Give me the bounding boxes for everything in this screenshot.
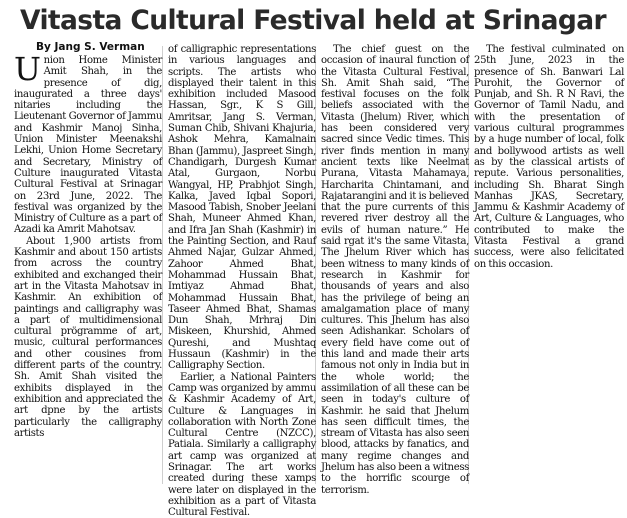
article-column-3: [321, 44, 469, 496]
headline: Vitasta Cultural Festival held at Srinagar: [20, 5, 607, 36]
column-rule: [162, 46, 163, 484]
article-column-1: [14, 50, 163, 439]
article-column-4: [474, 44, 624, 270]
paragraph-2: About 1,900 artists from Kashmir and about 150 artists from across the country exhibited and exchanged their art in the Vitasta Mahotsav in Kashmir. An exhibition of paintings and calligraphy was a part of multidimensional cultural prögramme of art, music, cultural performances and other cousines from different parts of the country. Sh. Amit Shah visited the exhibits displayed in the exhibition and appreciated the art dpne by the artists particularly the calligraphy artists: [14, 235, 162, 439]
drop-cap: U: [14, 50, 41, 88]
article-column-2: [168, 44, 316, 518]
paragraph-3: of calligraphic representations in various languages and scripts. The artists who displayed their talent in this exhibition included Masood Hassan, Sgr., K S Gill, Amritsar, Jang S. Verman, Suman Chib, Shivani Khajuria, Ashok Mehra, Kamalnain Bhan (Jammu), Jaspreet Singh, Chandigarh, Durgesh Kumar Atal, Gurgaon, Norbu Wangyal, HP, Prabhjot Singh, Kalka, Javed Iqbal Sopori, Masood Tabish, Snober Jeelani Shah, Muneer Ahmed Khan, and Ifra Jan Shah (Kashmir) in the Painting Section, and Rauf Ahmed Najar, Gulzar Ahmed, Zahoor Ahmed Bhat, Mohammad Hussain Bhat, Imtiyaz Ahmad Bhat, Mohammad Hussain Bhat, Taseer Ahmed Bhat, Shamas Dun Shah, Mrhraj Din Miskeen, Khurshid, Ahmed Qureshi, and Mushtaq Hussaun (Kashmir) in the Calligraphy Section.: [168, 44, 316, 372]
byline: By Jang S. Verman: [36, 41, 145, 53]
paragraph-4: Earlier, a National Painters Camp was organized by ammu & Kashmir Academy of Art, Culture & Languages in collaboration with North Zone Cultural Centre (NZCC), Patiala. Similarly a calligraphy art camp was organized at Srinagar. The art works created during these xamps were later on displayed in the exhibition as a part of Vitasta Cultural Festival.: [168, 371, 316, 518]
paragraph-1-text: nion Home Minister Amit Shah, in the presence of dig, inaugurated a three days' nitaries including the Lieutenant Governor of Jammu and Kashmir Manoj Sinha, Union Minister Meenakshi Lekhi, Union Home Secretary and Secretary, Ministry of Culture inaugurated Vitasta Cultural Festival at Srinagar on 23rd June, 2022. The festival was organized by the Ministry of Culture as a part of Azadi ka Amrit Mahotsav.: [14, 55, 163, 236]
paragraph-5: The chief guest on the occasion of inaural function of the Vitasta Cultural Festival, Sh. Amit Shah said, “The festival focuses on the folk beliefs associated with the Vitasta (Jhelum) River, which has been considered very sacred since Vedic times. This river finds mention in many ancient texts like Neelmat Purana, Vitasta Mahamaya, Harcharita Chintamani, and Rajatarangini and it is believed that the pure currents of this revered river destroy all the evils of human nature.” He said rgat it's the same Vitasta, The Jhelum River which has been witness to many kinds of research in Kashmir for thousands of years and also has the privilege of being an amalgamation place of many cultures. This Jhelum has also seen Adishankar. Scholars of every field have come out of this land and made their arts famous not only in India but in the whole world; the assimilation of all these can be seen in today's culture of Kashmir. he said that Jhelum has seen difficult times, the stream of Vitasta has also seen blood, attacks by fanatics, and many regime changes and Jhelum has also been a witness to the horrific scourge of terrorism.: [321, 44, 469, 496]
paragraph-6: The festival culminated on 25th June, 2023 in the presence of Sh. Banwari Lal Purohit, the Governor of Punjab, and Sh. R N Ravi, the Governor of Tamil Nadu, and with the presentation of various cultural programmes by a huge number of local, folk and bollywood artists as well as by the classical artists of repute. Various personalities, including Sh. Bharat Singh Manhas JKAS, Secretary, Jammu & Kashmir Academy of Art, Culture & Languages, who contributed to make the Vitasta Festival a grand success, were also felicitated on this occasion.: [474, 44, 624, 270]
paragraph-1: [14, 50, 163, 236]
